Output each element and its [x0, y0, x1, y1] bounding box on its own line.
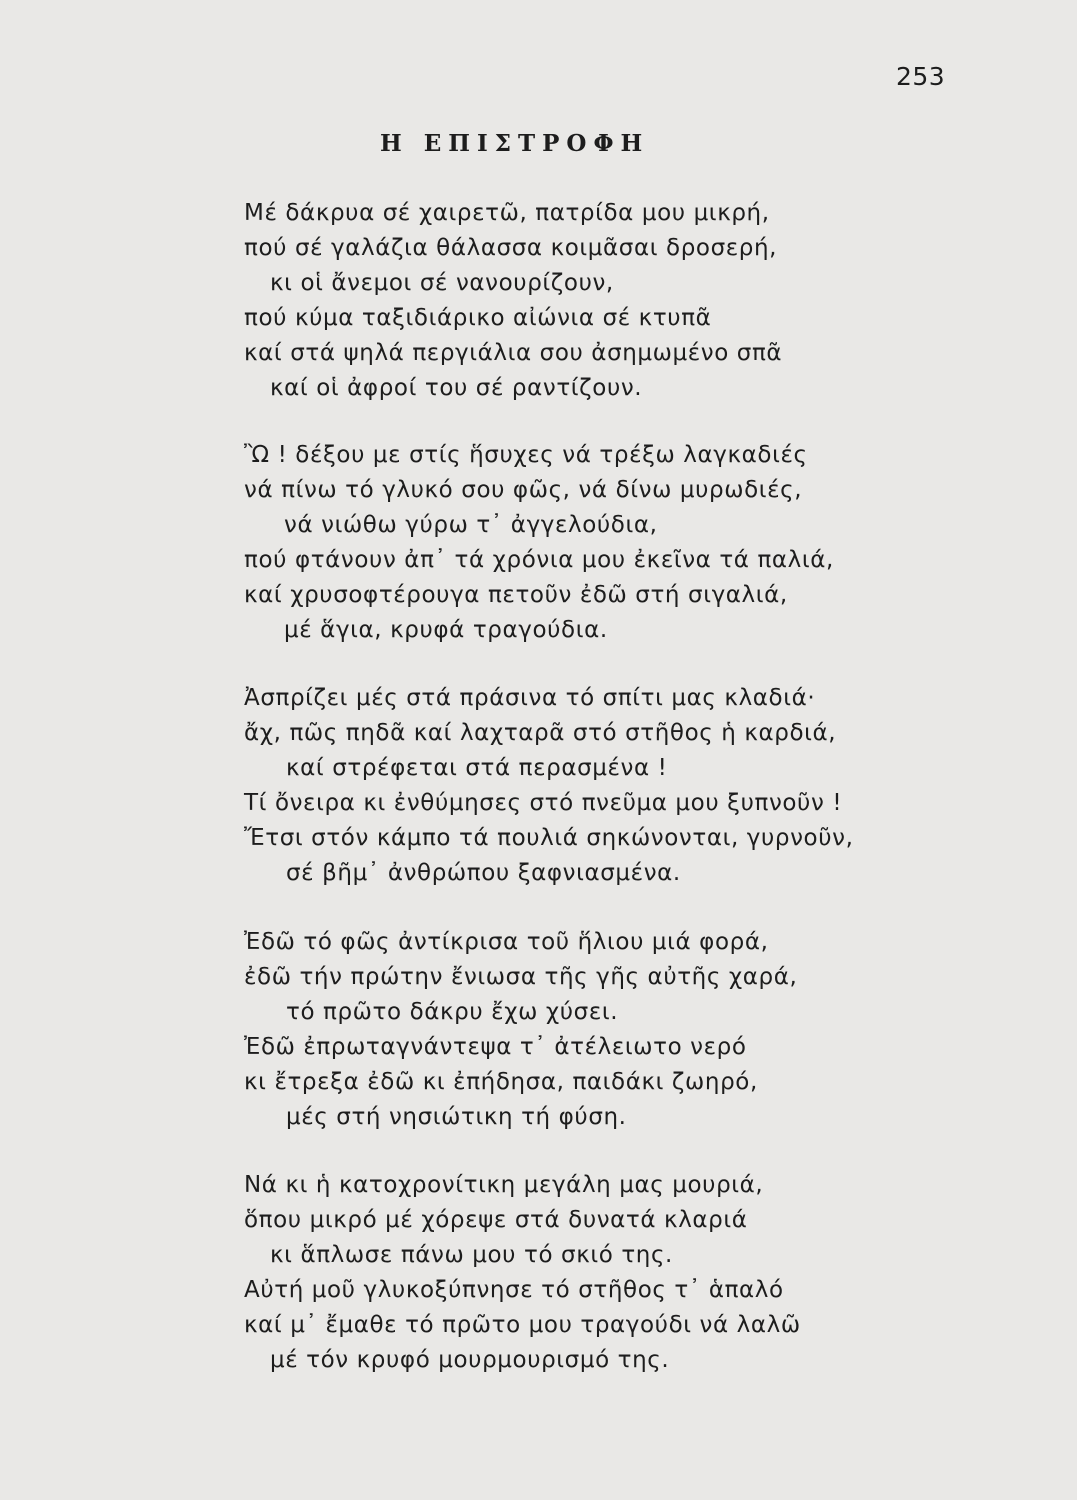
- poem-line: πού φτάνουν ἀπ᾽ τά χρόνια μου ἐκεῖνα τά παλιά,: [244, 547, 834, 573]
- poem-line: πού κύμα ταξιδιάρικο αἰώνια σέ κτυπᾶ: [244, 305, 712, 331]
- poem-line: πού σέ γαλάζια θάλασσα κοιμᾶσαι δροσερή,: [244, 235, 778, 261]
- poem-line: Ἐδῶ τό φῶς ἀντίκρισα τοῦ ἥλιου μιά φορά,: [244, 929, 769, 955]
- poem-line: Τί ὄνειρα κι ἐνθύμησες στό πνεῦμα μου ξυπνοῦν !: [244, 790, 843, 816]
- poem-line: νά πίνω τό γλυκό σου φῶς, νά δίνω μυρωδιές,: [244, 477, 803, 503]
- poem-line: Ἐδῶ ἐπρωταγνάντεψα τ᾽ ἀτέλειωτο νερό: [244, 1034, 747, 1060]
- poem-line: Ἀσπρίζει μές στά πράσινα τό σπίτι μας κλαδιά·: [244, 685, 816, 711]
- poem-line: νά νιώθω γύρω τ᾽ ἀγγελούδια,: [284, 512, 658, 538]
- poem-line: Ὢ ! δέξου με στίς ἥσυχες νά τρέξω λαγκαδιές: [244, 442, 808, 468]
- poem-line: Ἔτσι στόν κάμπο τά πουλιά σηκώνονται, γυρνοῦν,: [244, 825, 854, 851]
- poem-line: ὅπου μικρό μέ χόρεψε στά δυνατά κλαριά: [244, 1207, 748, 1233]
- poem-line: καί στά ψηλά περγιάλια σου ἀσημωμένο σπᾶ: [244, 340, 783, 366]
- poem-line: μέ ἅγια, κρυφά τραγούδια.: [284, 617, 608, 643]
- poem-line: καί χρυσοφτέρουγα πετοῦν ἐδῶ στή σιγαλιά,: [244, 582, 788, 608]
- poem-line: Νά κι ἡ κατοχρονίτικη μεγάλη μας μουριά,: [244, 1172, 764, 1198]
- poem-line: μές στή νησιώτικη τή φύση.: [286, 1104, 627, 1130]
- poem-line: μέ τόν κρυφό μουρμουρισμό της.: [270, 1347, 670, 1373]
- poem-line: ἐδῶ τήν πρώτην ἔνιωσα τῆς γῆς αὐτῆς χαρά,: [244, 964, 798, 990]
- poem-line: κι οἱ ἄνεμοι σέ νανουρίζουν,: [270, 270, 614, 296]
- poem-line: ἄχ, πῶς πηδᾶ καί λαχταρᾶ στό στῆθος ἡ καρδιά,: [244, 720, 837, 746]
- poem-line: καί μ᾽ ἔμαθε τό πρῶτο μου τραγούδι νά λαλῶ: [244, 1312, 801, 1338]
- poem-line: κι ἔτρεξα ἐδῶ κι ἐπήδησα, παιδάκι ζωηρό,: [244, 1069, 758, 1095]
- poem-title: Η ΕΠΙΣΤΡΟΦΗ: [380, 130, 650, 157]
- page-number: 253: [896, 62, 946, 91]
- poem-line: καί οἱ ἀφροί του σέ ραντίζουν.: [270, 375, 643, 401]
- poem-line: καί στρέφεται στά περασμένα !: [286, 755, 668, 781]
- poem-line: σέ βῆμ᾽ ἀνθρώπου ξαφνιασμένα.: [286, 860, 681, 886]
- poem-line: τό πρῶτο δάκρυ ἔχω χύσει.: [286, 999, 619, 1025]
- poem-line: Αὐτή μοῦ γλυκοξύπνησε τό στῆθος τ᾽ ἁπαλό: [244, 1277, 784, 1303]
- poem-line: Μέ δάκρυα σέ χαιρετῶ, πατρίδα μου μικρή,: [244, 200, 770, 226]
- poem-line: κι ἅπλωσε πάνω μου τό σκιό της.: [270, 1242, 673, 1268]
